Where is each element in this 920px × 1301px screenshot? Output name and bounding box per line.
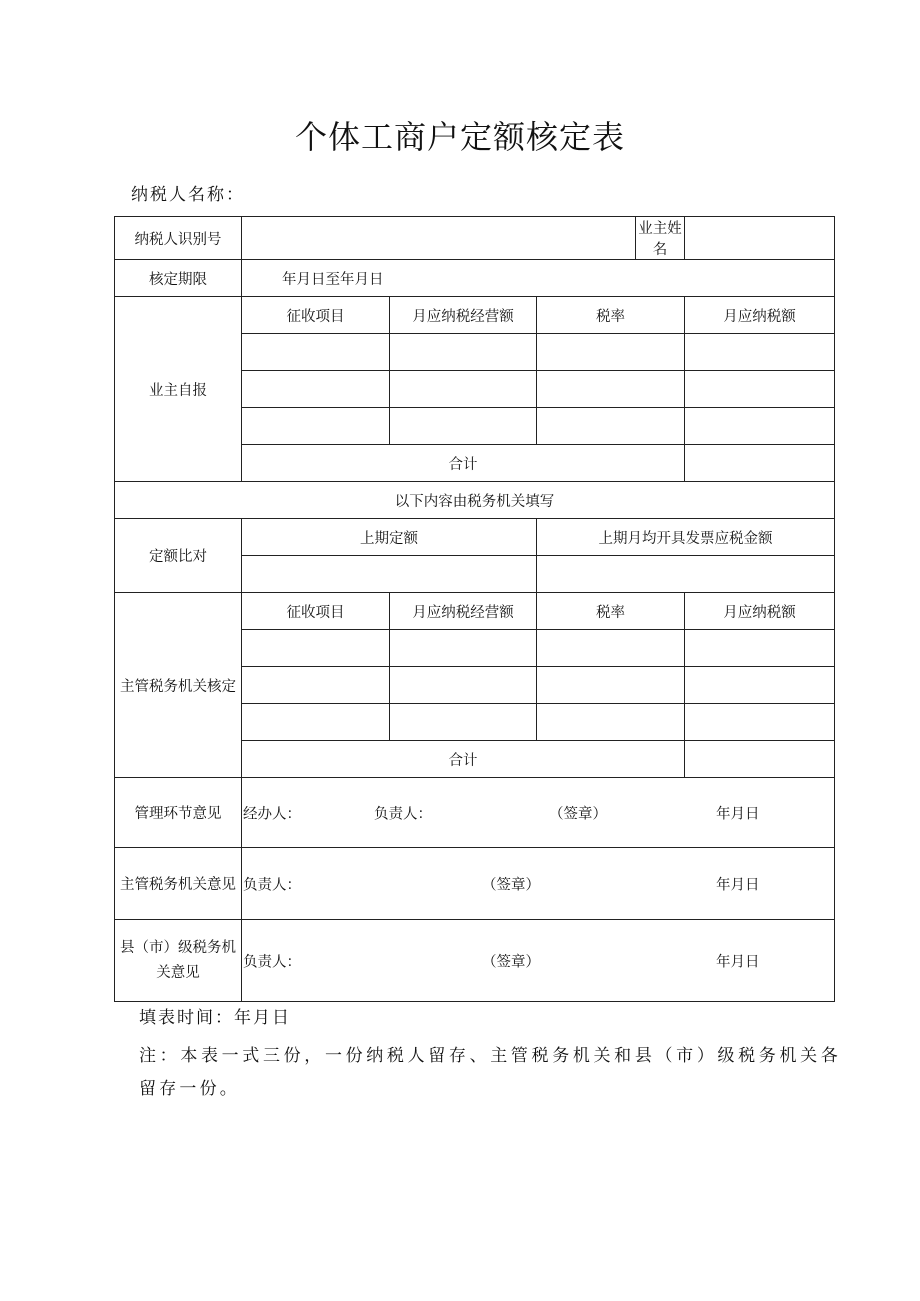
self-report-header-row (115, 297, 835, 334)
column-header: 税率 (537, 297, 685, 334)
column-header: 月应纳税经营额 (390, 593, 537, 630)
table-cell[interactable] (242, 408, 390, 445)
self-report-label: 业主自报 (115, 297, 242, 482)
authority-header-row (115, 593, 835, 630)
table-cell[interactable] (537, 334, 685, 371)
seal-label: （签章） (482, 877, 540, 893)
authority-opinion-field[interactable] (242, 848, 835, 920)
taxpayer-name-label: 纳税人名称： (131, 185, 245, 205)
date-label: 年月日 (716, 806, 760, 822)
quota-form-table (114, 216, 835, 1002)
mgmt-opinion-row (115, 778, 835, 848)
responsible-label: 负责人： (243, 877, 301, 893)
period-row (115, 260, 835, 297)
authority-opinion-row (115, 848, 835, 920)
taxpayer-id-label: 纳税人识别号 (115, 217, 242, 260)
taxpayer-id-row (115, 217, 835, 260)
table-cell[interactable] (390, 667, 537, 704)
county-opinion-row (115, 920, 835, 1002)
period-value[interactable]: 年月日至年月日 (242, 260, 835, 297)
taxpayer-id-field[interactable] (242, 217, 636, 260)
handler-label: 经办人： (243, 806, 301, 822)
table-cell[interactable] (537, 371, 685, 408)
table-cell[interactable] (242, 371, 390, 408)
owner-name-label: 业主姓名 (636, 217, 685, 260)
table-cell[interactable] (390, 408, 537, 445)
table-cell[interactable] (390, 704, 537, 741)
prev-invoice-label: 上期月均开具发票应税金额 (537, 519, 835, 556)
table-cell[interactable] (685, 334, 835, 371)
date-label: 年月日 (716, 954, 760, 970)
table-cell[interactable] (685, 371, 835, 408)
column-header: 月应纳税额 (685, 593, 835, 630)
column-header: 征收项目 (242, 297, 390, 334)
table-cell[interactable] (390, 371, 537, 408)
column-header: 月应纳税经营额 (390, 297, 537, 334)
total-field[interactable] (685, 741, 835, 778)
seal-label: （签章） (549, 806, 607, 822)
table-cell[interactable] (537, 704, 685, 741)
seal-label: （签章） (482, 954, 540, 970)
responsible-label: 负责人： (374, 806, 432, 822)
total-label: 合计 (242, 445, 685, 482)
total-label: 合计 (242, 741, 685, 778)
table-cell[interactable] (242, 667, 390, 704)
tax-office-section-row (115, 482, 835, 519)
responsible-label: 负责人： (243, 954, 301, 970)
county-opinion-field[interactable] (242, 920, 835, 1002)
table-cell[interactable] (537, 630, 685, 667)
footnote: 注：本表一式三份，一份纳税人留存、主管税务机关和县（市）级税务机关各留存一份。 (139, 1046, 841, 1099)
county-opinion-label: 县（市）级税务机关意见 (115, 920, 242, 1002)
column-header: 月应纳税额 (685, 297, 835, 334)
table-cell[interactable] (242, 630, 390, 667)
mgmt-opinion-label: 管理环节意见 (115, 778, 242, 848)
column-header: 征收项目 (242, 593, 390, 630)
prev-quota-label: 上期定额 (242, 519, 537, 556)
table-cell[interactable] (242, 704, 390, 741)
table-cell[interactable] (685, 667, 835, 704)
quota-compare-label: 定额比对 (115, 519, 242, 593)
table-cell[interactable] (390, 334, 537, 371)
authority-label: 主管税务机关核定 (115, 593, 242, 778)
table-cell[interactable] (242, 334, 390, 371)
owner-name-field[interactable] (685, 217, 835, 260)
total-field[interactable] (685, 445, 835, 482)
table-cell[interactable] (537, 667, 685, 704)
table-cell[interactable] (685, 630, 835, 667)
date-label: 年月日 (716, 877, 760, 893)
table-cell[interactable] (685, 704, 835, 741)
column-header: 税率 (537, 593, 685, 630)
fill-time-label: 填表时间：年月日 (139, 1008, 291, 1028)
mgmt-opinion-field[interactable] (242, 778, 835, 848)
period-label: 核定期限 (115, 260, 242, 297)
table-cell[interactable] (390, 630, 537, 667)
prev-invoice-field[interactable] (537, 556, 835, 593)
page-title: 个体工商户定额核定表 (294, 118, 625, 156)
tax-office-section-heading: 以下内容由税务机关填写 (115, 482, 835, 519)
prev-quota-field[interactable] (242, 556, 537, 593)
quota-compare-header-row (115, 519, 835, 556)
table-cell[interactable] (537, 408, 685, 445)
authority-opinion-label: 主管税务机关意见 (115, 848, 242, 920)
table-cell[interactable] (685, 408, 835, 445)
